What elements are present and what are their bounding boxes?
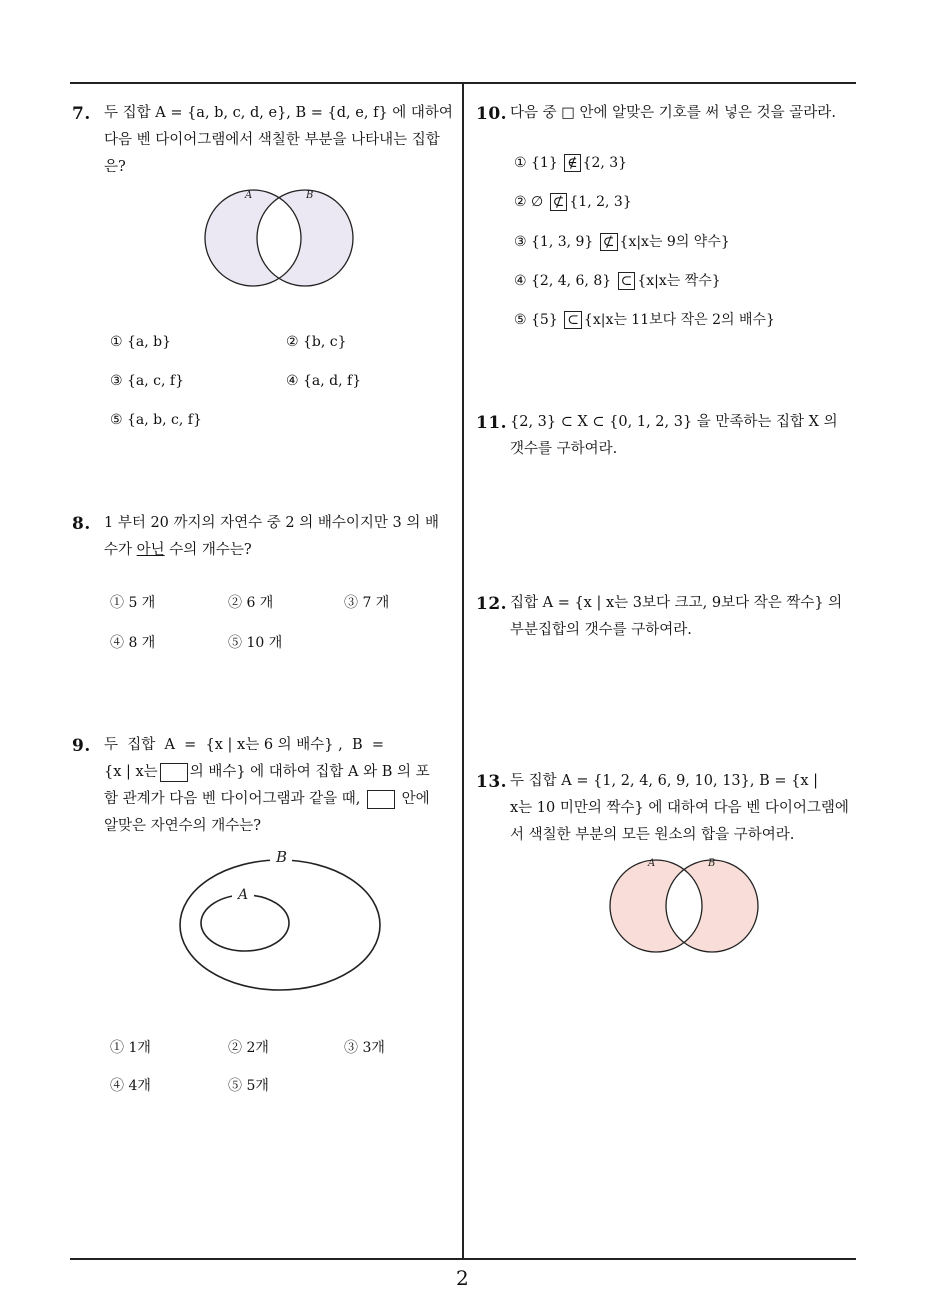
question-7-line: 다음 벤 다이어그램에서 색칠한 부분을 나타내는 집합 bbox=[104, 132, 440, 148]
answer-blank bbox=[367, 790, 395, 809]
question-13-line: 두 집합 A = {1, 2, 4, 6, 9, 10, 13}, B = {x | bbox=[510, 773, 819, 789]
question-13-number: 13. bbox=[476, 772, 508, 792]
venn-q13-label-a: A bbox=[648, 858, 656, 869]
symbol-box: ∉ bbox=[564, 154, 580, 172]
question-9-text bbox=[104, 732, 458, 840]
question-12-line: 부분집합의 갯수를 구하여라. bbox=[510, 622, 692, 638]
question-9-number: 9. bbox=[72, 736, 91, 756]
question-12-line: 집합 A = {x | x는 3보다 크고, 9보다 작은 짝수} 의 bbox=[510, 595, 843, 611]
q7-option-3[interactable]: ③ {a, c, f} bbox=[110, 373, 184, 389]
question-13-line: 서 색칠한 부분의 모든 원소의 합을 구하여라. bbox=[510, 827, 795, 843]
q9-option-2[interactable]: ② 2개 bbox=[228, 1040, 269, 1056]
venn-q13-label-b: B bbox=[708, 858, 716, 869]
answer-blank bbox=[160, 763, 188, 782]
q8-option-3[interactable]: ③ 7 개 bbox=[344, 595, 390, 611]
question-7-line: 은? bbox=[104, 159, 126, 175]
q7-option-5[interactable]: ⑤ {a, b, c, f} bbox=[110, 412, 202, 428]
question-8-text bbox=[104, 510, 458, 564]
q8-option-4[interactable]: ④ 8 개 bbox=[110, 635, 156, 651]
q10-option-3[interactable]: ③ {1, 3, 9} ⊄ {x|x는 9의 약수} bbox=[514, 234, 730, 250]
q10-option-1[interactable]: ① {1} ∉ {2, 3} bbox=[514, 155, 628, 171]
question-8-line: 수가 아닌 수의 개수는? bbox=[104, 542, 252, 558]
question-9-line: {x | x는 의 배수} 에 대하여 집합 A 와 B 의 포 bbox=[104, 764, 430, 780]
column-divider bbox=[462, 82, 464, 1260]
inclusion-diagram-q9 bbox=[170, 845, 420, 995]
question-9-line: 함 관계가 다음 벤 다이어그램과 같을 때, 안에 bbox=[104, 791, 430, 807]
diagram-q9-label-a: A bbox=[238, 887, 249, 903]
question-10-text: 다음 중 □ 안에 알맞은 기호를 써 넣은 것을 골라라. bbox=[510, 105, 836, 121]
q8-option-1[interactable]: ① 5 개 bbox=[110, 595, 156, 611]
question-11-text bbox=[510, 409, 860, 463]
diagram-q9-set-b bbox=[180, 860, 380, 990]
q10-option-4[interactable]: ④ {2, 4, 6, 8} ⊂ {x|x는 짝수} bbox=[514, 273, 721, 289]
q9-option-4[interactable]: ④ 4개 bbox=[110, 1078, 151, 1094]
question-9-line: 알맞은 자연수의 개수는? bbox=[104, 818, 262, 834]
question-13-line: x는 10 미만의 짝수} 에 대하여 다음 벤 다이어그램에 bbox=[510, 800, 849, 816]
q8-option-2[interactable]: ② 6 개 bbox=[228, 595, 274, 611]
q8-option-5[interactable]: ⑤ 10 개 bbox=[228, 635, 283, 651]
underlined-word: 아닌 bbox=[136, 542, 165, 558]
question-11-line: {2, 3} ⊂ X ⊂ {0, 1, 2, 3} 을 만족하는 집합 X 의 bbox=[510, 414, 838, 430]
q10-option-5[interactable]: ⑤ {5} ⊂ {x|x는 11보다 작은 2의 배수} bbox=[514, 312, 775, 328]
question-11-line: 갯수를 구하여라. bbox=[510, 441, 618, 457]
question-7-text bbox=[104, 100, 458, 181]
venn-q7-label-b: B bbox=[306, 190, 314, 201]
question-12-number: 12. bbox=[476, 594, 508, 614]
question-12-text bbox=[510, 590, 860, 644]
q10-option-2[interactable]: ② ∅ ⊄ {1, 2, 3} bbox=[514, 194, 632, 210]
question-13-text bbox=[510, 768, 860, 849]
q7-option-2[interactable]: ② {b, c} bbox=[286, 334, 347, 350]
question-10-number: 10. bbox=[476, 104, 508, 124]
venn-diagram-q7 bbox=[195, 183, 365, 293]
question-8-number: 8. bbox=[72, 514, 91, 534]
symbol-box: ⊂ bbox=[564, 311, 582, 329]
bottom-rule bbox=[70, 1258, 856, 1260]
question-11-number: 11. bbox=[476, 413, 508, 433]
question-9-line: 두 집합 A = {x | x는 6 의 배수} , B = bbox=[104, 737, 384, 753]
page-number: 2 bbox=[456, 1266, 469, 1290]
venn-diagram-q13 bbox=[600, 850, 770, 960]
question-8-line: 1 부터 20 까지의 자연수 중 2 의 배수이지만 3 의 배 bbox=[104, 515, 439, 531]
diagram-q9-label-b: B bbox=[276, 848, 288, 866]
symbol-box: ⊄ bbox=[550, 193, 568, 211]
venn-q7-label-a: A bbox=[245, 190, 253, 201]
q9-option-3[interactable]: ③ 3개 bbox=[344, 1040, 385, 1056]
q9-option-5[interactable]: ⑤ 5개 bbox=[228, 1078, 269, 1094]
q7-option-4[interactable]: ④ {a, d, f} bbox=[286, 373, 362, 389]
question-7-line: 두 집합 A = {a, b, c, d, e}, B = {d, e, f} 에 대하여 bbox=[104, 105, 453, 121]
symbol-box: ⊄ bbox=[600, 233, 618, 251]
q9-option-1[interactable]: ① 1개 bbox=[110, 1040, 151, 1056]
diagram-q9-set-a bbox=[201, 895, 289, 951]
symbol-box: ⊂ bbox=[618, 272, 636, 290]
q7-option-1[interactable]: ① {a, b} bbox=[110, 334, 172, 350]
question-7-number: 7. bbox=[72, 104, 91, 124]
